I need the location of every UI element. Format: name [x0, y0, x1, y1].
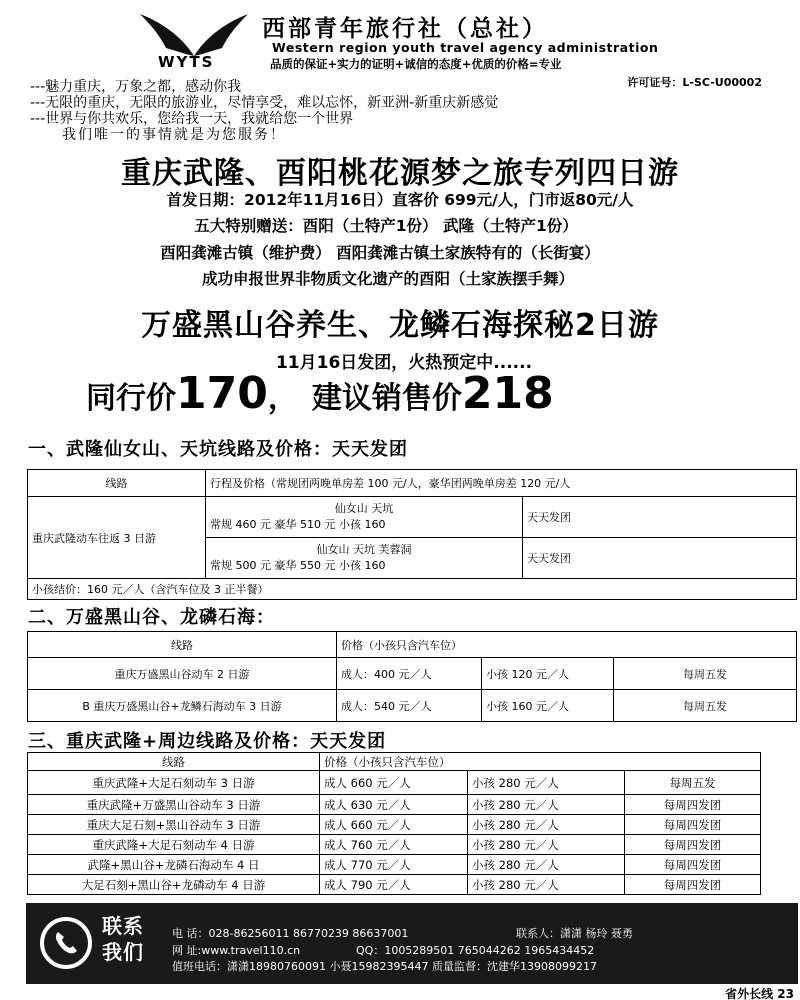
- adult-price-cell: 成人 630 元／人: [320, 795, 468, 815]
- promo1-gift-line: 五大特别赠送：酉阳（土特产1份） 武隆（土特产1份）: [194, 217, 578, 235]
- section2-title: 二、万盛黑山谷、龙磷石海：: [28, 607, 275, 628]
- section3-title: 三、重庆武隆+周边线路及价格：天天发团: [28, 731, 387, 752]
- section3-table: [27, 752, 761, 895]
- schedule-cell: 每周五发: [614, 690, 797, 722]
- route-cell: 武隆+黑山谷+龙磷石海动车 4 日: [28, 855, 320, 875]
- intro-line-4: 我们唯一的事情就是为您服务！: [62, 127, 286, 143]
- intro-line-1: ---魅力重庆，万象之都，感动你我: [30, 79, 242, 95]
- schedule-cell: 天天发团: [523, 497, 797, 538]
- price-line: [86, 368, 554, 419]
- price-cell: [206, 538, 523, 579]
- promo1-town-line: 酉阳龚滩古镇（维护费） 酉阳龚滩古镇土家族特有的（长街宴）: [160, 244, 600, 262]
- schedule-cell: 每周四发团: [625, 815, 761, 835]
- logo-text: WYTS: [158, 53, 215, 71]
- route-cell: 重庆武隆+大足石刻动车 3 日游: [28, 771, 320, 795]
- peer-price: 170: [176, 368, 268, 419]
- table-header-row: [28, 753, 761, 771]
- price-cell: [206, 497, 523, 538]
- schedule-cell: 每周五发: [625, 771, 761, 795]
- route-cell: 重庆武隆动车往返 3 日游: [28, 497, 206, 579]
- table-row: [28, 875, 761, 895]
- table-row: [28, 771, 761, 795]
- route-cell: 重庆武隆+万盛黑山谷动车 3 日游: [28, 795, 320, 815]
- table-row: [28, 855, 761, 875]
- price-separator: ，: [267, 381, 298, 416]
- table-row: [28, 815, 761, 835]
- child-price-cell: 小孩 280 元／人: [468, 835, 625, 855]
- agency-slogan: 品质的保证+实力的证明+诚信的态度+优质的价格=专业: [270, 57, 562, 71]
- table-header-price: 价格（小孩只含汽车位）: [320, 753, 761, 771]
- child-price-cell: 小孩 280 元／人: [468, 771, 625, 795]
- child-price-cell: 小孩 120 元／人: [482, 658, 614, 690]
- child-price-cell: 小孩 280 元／人: [468, 795, 625, 815]
- contact-title-line-1: 联系: [102, 914, 144, 938]
- sites-text: 仙女山 天坑 芙蓉洞: [316, 543, 412, 556]
- agency-name-cn: 西部青年旅行社（总社）: [262, 15, 548, 42]
- adult-price-cell: 成人：540 元／人: [337, 690, 482, 722]
- duty-phones: 值班电话：潇潇18980760091 小聂15982395447 质量监督：沈建华13908099217: [172, 960, 597, 973]
- prices-text: 常规 460 元 豪华 510 元 小孩 160: [210, 518, 386, 531]
- promo1-heritage-line: 成功申报世界非物质文化遗产的酉阳（土家族摆手舞）: [201, 270, 574, 288]
- adult-price-cell: 成人 790 元／人: [320, 875, 468, 895]
- adult-price-cell: 成人 660 元／人: [320, 771, 468, 795]
- table-header-price: 行程及价格（常规团两晚单房差 100 元/人，豪华团两晚单房差 120 元/人: [206, 470, 797, 497]
- contact-footer: [26, 903, 798, 984]
- child-price-cell: 小孩 280 元／人: [468, 815, 625, 835]
- qq-numbers: QQ：1005289501 765044262 1965434452: [356, 944, 595, 957]
- promo1-date-line: 首发日期：2012年11月16日）直客价 699元/人，门市返80元/人: [166, 191, 634, 209]
- phone-icon: [40, 917, 92, 969]
- phone-numbers: 电 话：028-86256011 86770239 86637001: [172, 927, 409, 940]
- suggest-price-label: 建议销售价: [311, 381, 462, 416]
- adult-price-cell: 成人 760 元／人: [320, 835, 468, 855]
- page-mark: 省外长线 23: [725, 987, 794, 1000]
- route-cell: 重庆大足石刻+黑山谷动车 3 日游: [28, 815, 320, 835]
- child-price-cell: 小孩 280 元／人: [468, 875, 625, 895]
- table-header-route: 线路: [28, 753, 320, 771]
- license-number: 许可证号：L-SC-U00002: [627, 76, 762, 89]
- child-price-cell: 小孩 280 元／人: [468, 855, 625, 875]
- sites-text: 仙女山 天坑: [334, 502, 394, 515]
- contact-title: [102, 913, 162, 965]
- adult-price-cell: 成人 660 元／人: [320, 815, 468, 835]
- section1-title: 一、武隆仙女山、天坑线路及价格：天天发团: [28, 439, 408, 460]
- agency-name-en: Western region youth travel agency administration: [272, 40, 659, 55]
- table-header-row: [28, 470, 797, 497]
- table-row: [28, 658, 797, 690]
- route-cell: 重庆武隆+大足石刻动车 4 日游: [28, 835, 320, 855]
- website: 网 址:www.travel110.cn: [172, 944, 301, 957]
- schedule-cell: 每周五发: [614, 658, 797, 690]
- table-row: [28, 497, 797, 538]
- promo1-title: 重庆武隆、酉阳桃花源梦之旅专列四日游: [121, 156, 679, 191]
- contact-persons: 联系人：潇潇 杨玲 聂勇: [516, 927, 633, 940]
- section1-table: [27, 469, 797, 600]
- promo2-depart-line: 11月16日发团，火热预定中......: [275, 353, 533, 373]
- prices-text: 常规 500 元 豪华 550 元 小孩 160: [210, 559, 386, 572]
- table-row: [28, 579, 797, 600]
- child-price-cell: 小孩 160 元／人: [482, 690, 614, 722]
- table-header-row: [28, 632, 797, 658]
- intro-line-2: ---无限的重庆，无限的旅游业，尽情享受，难以忘怀，新亚洲-新重庆新感觉: [30, 95, 499, 111]
- schedule-cell: 天天发团: [523, 538, 797, 579]
- table-header-price: 价格（小孩只含汽车位）: [337, 632, 797, 658]
- table-row: [28, 690, 797, 722]
- peer-price-label: 同行价: [86, 381, 176, 416]
- table-row: [28, 795, 761, 815]
- section2-table: [27, 631, 797, 722]
- table-row: [28, 835, 761, 855]
- route-cell: B 重庆万盛黑山谷+龙鳞石海动车 3 日游: [28, 690, 337, 722]
- child-note: 小孩结价：160 元／人（含汽车位及 3 正半餐）: [28, 579, 797, 600]
- schedule-cell: 每周四发团: [625, 835, 761, 855]
- schedule-cell: 每周四发团: [625, 855, 761, 875]
- table-header-route: 线路: [28, 470, 206, 497]
- promo2-title: 万盛黑山谷养生、龙鳞石海探秘2日游: [141, 308, 659, 343]
- intro-line-3: ---世界与你共欢乐，您给我一天，我就给您一个世界: [30, 111, 354, 127]
- contact-title-line-2: 我们: [102, 940, 144, 964]
- schedule-cell: 每周四发团: [625, 795, 761, 815]
- adult-price-cell: 成人：400 元／人: [337, 658, 482, 690]
- route-cell: 大足石刻+黑山谷+龙磷动车 4 日游: [28, 875, 320, 895]
- route-cell: 重庆万盛黑山谷动车 2 日游: [28, 658, 337, 690]
- adult-price-cell: 成人 770 元／人: [320, 855, 468, 875]
- table-header-route: 线路: [28, 632, 337, 658]
- schedule-cell: 每周四发团: [625, 875, 761, 895]
- suggest-price: 218: [461, 368, 554, 419]
